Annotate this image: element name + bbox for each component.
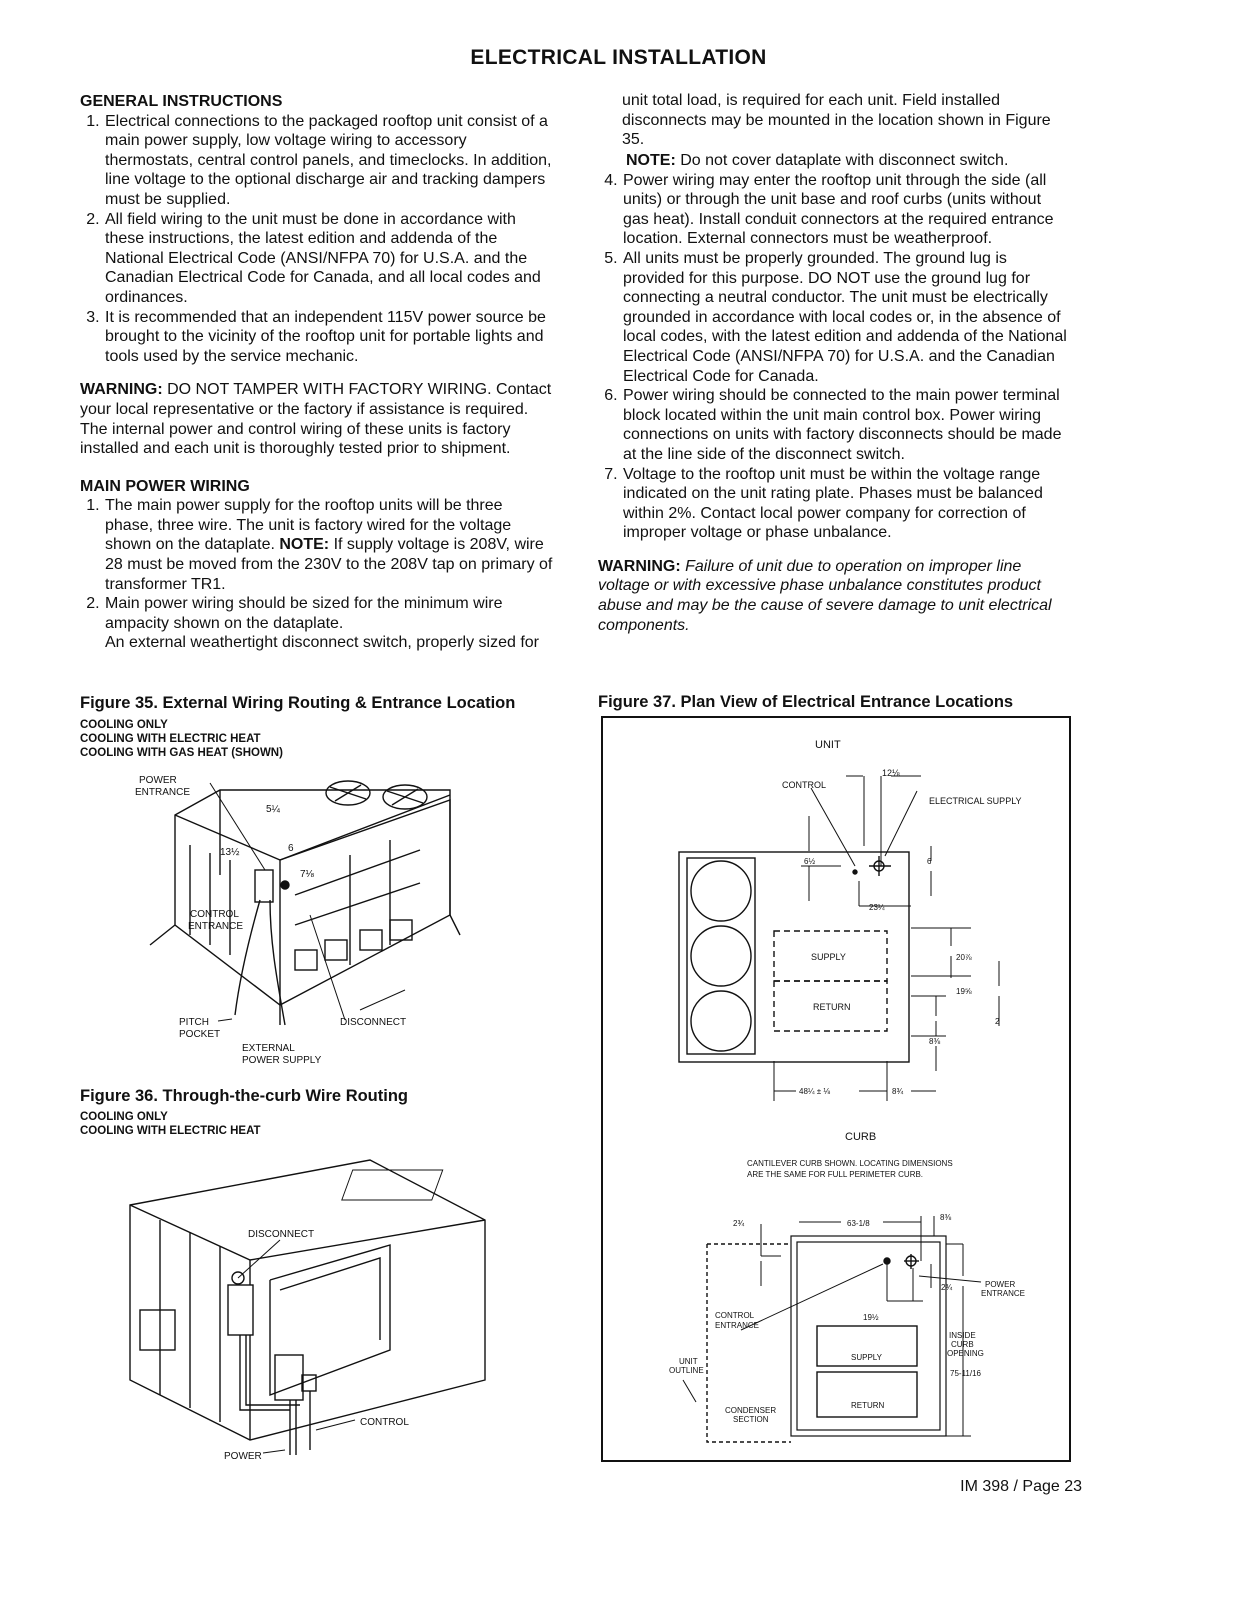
rooftop-unit-outline <box>130 1160 485 1440</box>
power-entrance-label: POWER <box>139 775 177 786</box>
main-power-heading: MAIN POWER WIRING <box>80 477 250 495</box>
return-label: RETURN <box>851 1401 885 1410</box>
list-item: 2. All field wiring to the unit must be done in accordance with these instructions, the latest edition and addenda of the National Electrical Code (ANSI/NFPA 70) for U.S.A. and the Canadian Electrical Code for Canada, and all local codes and ordinances. <box>104 210 554 308</box>
dimension-label: 2 <box>995 1017 1000 1026</box>
figure-subtitle: COOLING ONLY <box>80 719 168 731</box>
right-column <box>598 91 1070 635</box>
dataplate-note <box>598 151 1070 171</box>
power-entrance-label: ENTRANCE <box>135 787 191 798</box>
list-item: 2. Main power wiring should be sized for the minimum wire ampacity shown on the dataplate. <box>104 594 554 633</box>
dimension-label: 6½ <box>804 857 816 866</box>
figure-subtitle: COOLING ONLY <box>80 1111 168 1123</box>
factory-wiring-warning <box>80 380 554 458</box>
figure-36-title: Figure 36. Through-the-curb Wire Routing <box>80 1087 409 1105</box>
left-column <box>80 92 554 653</box>
figure-subtitle: COOLING WITH ELECTRIC HEAT <box>80 733 261 745</box>
item3-continuation <box>598 91 1070 151</box>
dimension-label: 7⅛ <box>300 869 314 880</box>
figure-subtitle: COOLING WITH ELECTRIC HEAT <box>80 1125 261 1137</box>
dimension-label: 2¾ <box>941 1283 953 1292</box>
power-entrance-label: ENTRANCE <box>981 1289 1026 1298</box>
figure-35-subtitles <box>80 718 283 760</box>
control-label: CONTROL <box>360 1417 409 1428</box>
electrical-supply-label: ELECTRICAL SUPPLY <box>929 796 1022 806</box>
unit-outline-label: OUTLINE <box>669 1366 704 1375</box>
list-item: 1. Electrical connections to the packaged rooftop unit consist of a main power supply, low voltage wiring to accessory thermostats, central control panels, and timeclocks. In addition, line voltage to the optional discharge air and tracking dampers must be supplied. <box>104 112 554 210</box>
dimension-label: 8⅜ <box>940 1213 952 1222</box>
warning-text: DO NOT TAMPER WITH FACTORY WIRING. Contact your local representative or the factory if assistance is required. The internal power and control wiring of these units is factory installed and each unit is thoroughly tested prior to shipment. <box>80 381 552 458</box>
figure-37-drawing <box>601 716 1071 1462</box>
list-item: 7. Voltage to the rooftop unit must be within the voltage range indicated on the unit rating plate. Phases must be balanced within 2%. Contact local power company for correction of improper voltage or phase unbalance. <box>622 465 1070 543</box>
dimension-label: 5¼ <box>266 804 280 815</box>
dimension-label: 19⅝ <box>956 987 972 996</box>
dimension-label: 75-11/16 <box>950 1369 981 1378</box>
unit-outline-label: UNIT <box>679 1357 698 1366</box>
curb-note: ARE THE SAME FOR FULL PERIMETER CURB. <box>747 1170 924 1179</box>
dimension-label: 2¾ <box>733 1219 745 1228</box>
warning-label: WARNING: <box>80 381 163 399</box>
control-entrance-label: ENTRANCE <box>715 1321 760 1330</box>
dimension-label: 6 <box>288 843 294 854</box>
item-text: The main power supply for the rooftop units will be three phase, three wire. The unit is factory wired for the voltage shown on the dataplate. <box>105 497 512 554</box>
control-entrance-label: ENTRANCE <box>188 921 244 932</box>
phase-warning <box>598 557 1070 635</box>
figure-37-title: Figure 37. Plan View of Electrical Entrance Locations <box>598 693 1014 711</box>
unit-plan-top <box>679 852 909 1062</box>
dimension-label: 8⅜ <box>929 1037 941 1046</box>
main-power-list <box>80 496 554 653</box>
figure-subtitle: COOLING WITH GAS HEAT (SHOWN) <box>80 747 283 759</box>
disconnect-label: DISCONNECT <box>340 1017 407 1028</box>
item-text: If supply voltage is 208V, wire 28 must be moved from the 230V to the 208V tap on primary of transformer TR1. <box>105 536 553 593</box>
figure-37-frame <box>602 717 1070 1461</box>
list-item: 3. It is recommended that an independent 115V power source be brought to the vicinity of the rooftop unit for portable lights and tools used by the service mechanic. <box>104 308 554 367</box>
condenser-section-label: CONDENSER <box>725 1406 777 1415</box>
main-power-list-continued <box>598 171 1070 543</box>
list-item: 6. Power wiring should be connected to the main power terminal block located within the unit main control box. Power wiring connections on units with factory disconnects should be made at the line side of the disconnect switch. <box>622 386 1070 464</box>
dimension-label: 23¼ <box>869 903 885 912</box>
general-instructions-heading: GENERAL INSTRUCTIONS <box>80 93 283 110</box>
dimension-label: 19½ <box>863 1313 879 1322</box>
page-footer: IM 398 / Page 23 <box>960 1478 1082 1495</box>
general-instructions-list <box>80 112 554 367</box>
figure-36-subtitles <box>80 1110 261 1138</box>
pitch-pocket-label: POCKET <box>179 1029 221 1040</box>
return-label: RETURN <box>813 1002 851 1012</box>
figure-35-drawing <box>120 765 520 1075</box>
disconnect-label: DISCONNECT <box>248 1229 315 1240</box>
supply-label: SUPPLY <box>811 952 846 962</box>
dimension-label: 63-1/8 <box>847 1219 870 1228</box>
rooftop-unit-outline <box>150 790 460 1025</box>
unit-label: UNIT <box>815 739 841 751</box>
item3-continuation-text: unit total load, is required for each unit. Field installed disconnects may be mounted in the location shown in Figure 35. <box>622 92 1051 149</box>
control-entrance-label: CONTROL <box>715 1311 755 1320</box>
power-label: POWER <box>224 1451 262 1462</box>
curb-label: CURB <box>845 1131 877 1143</box>
warning-label: WARNING: <box>598 557 681 575</box>
dimension-label: 6 <box>927 857 932 866</box>
dimension-label: 20⅞ <box>956 953 972 962</box>
inside-curb-opening-label: INSIDE <box>949 1331 976 1340</box>
list-item: 5. All units must be properly grounded. The ground lug is provided for this purpose. DO NOT use the ground lug for connecting a neutral conductor. The unit must be electrically grounded in accordance with local codes or, in the absence of local codes, with the latest edition and addenda of the National Electrical Code (ANSI/NFPA 70) for U.S.A. and the Canadian Electrical Code for Canada. <box>622 249 1070 386</box>
control-label: CONTROL <box>782 780 827 790</box>
note-label: NOTE: <box>279 536 330 554</box>
pitch-pocket-label: PITCH <box>179 1017 209 1028</box>
external-power-label: POWER SUPPLY <box>242 1055 322 1066</box>
power-entrance-label: POWER <box>985 1280 1016 1289</box>
figure-36-drawing <box>120 1150 500 1470</box>
list-item: 4. Power wiring may enter the rooftop unit through the side (all units) or through the unit base and roof curbs (units without gas heat). Install conduit connectors at the required entrance location. External connectors must be weatherproof. <box>622 171 1070 249</box>
note-text: Do not cover dataplate with disconnect switch. <box>675 152 1009 169</box>
page-title: ELECTRICAL INSTALLATION <box>470 46 767 69</box>
list-item: 3. An external weathertight disconnect switch, properly sized for <box>104 633 554 653</box>
supply-label: SUPPLY <box>851 1353 882 1362</box>
inside-curb-opening-label: OPENING <box>947 1349 984 1358</box>
curb-note: CANTILEVER CURB SHOWN. LOCATING DIMENSIONS <box>747 1159 953 1168</box>
warning-text: Failure of unit due to operation on improper line voltage or with excessive phase unbalance constitutes product abuse and may be the cause of severe damage to unit electrical components. <box>598 557 1052 634</box>
dimension-label: 8¾ <box>892 1087 904 1096</box>
list-item <box>104 496 554 594</box>
external-power-label: EXTERNAL <box>242 1043 295 1054</box>
dimension-label: 13½ <box>220 847 240 858</box>
note-label: NOTE: <box>626 152 676 169</box>
inside-curb-opening-label: CURB <box>951 1340 974 1349</box>
dimension-label: 48¼ ± ⅛ <box>799 1087 831 1096</box>
condenser-section-label: SECTION <box>733 1415 769 1424</box>
dimension-label: 12⅛ <box>882 768 900 778</box>
figure-35-title: Figure 35. External Wiring Routing & Entrance Location <box>80 694 516 712</box>
control-entrance-label: CONTROL <box>190 909 239 920</box>
